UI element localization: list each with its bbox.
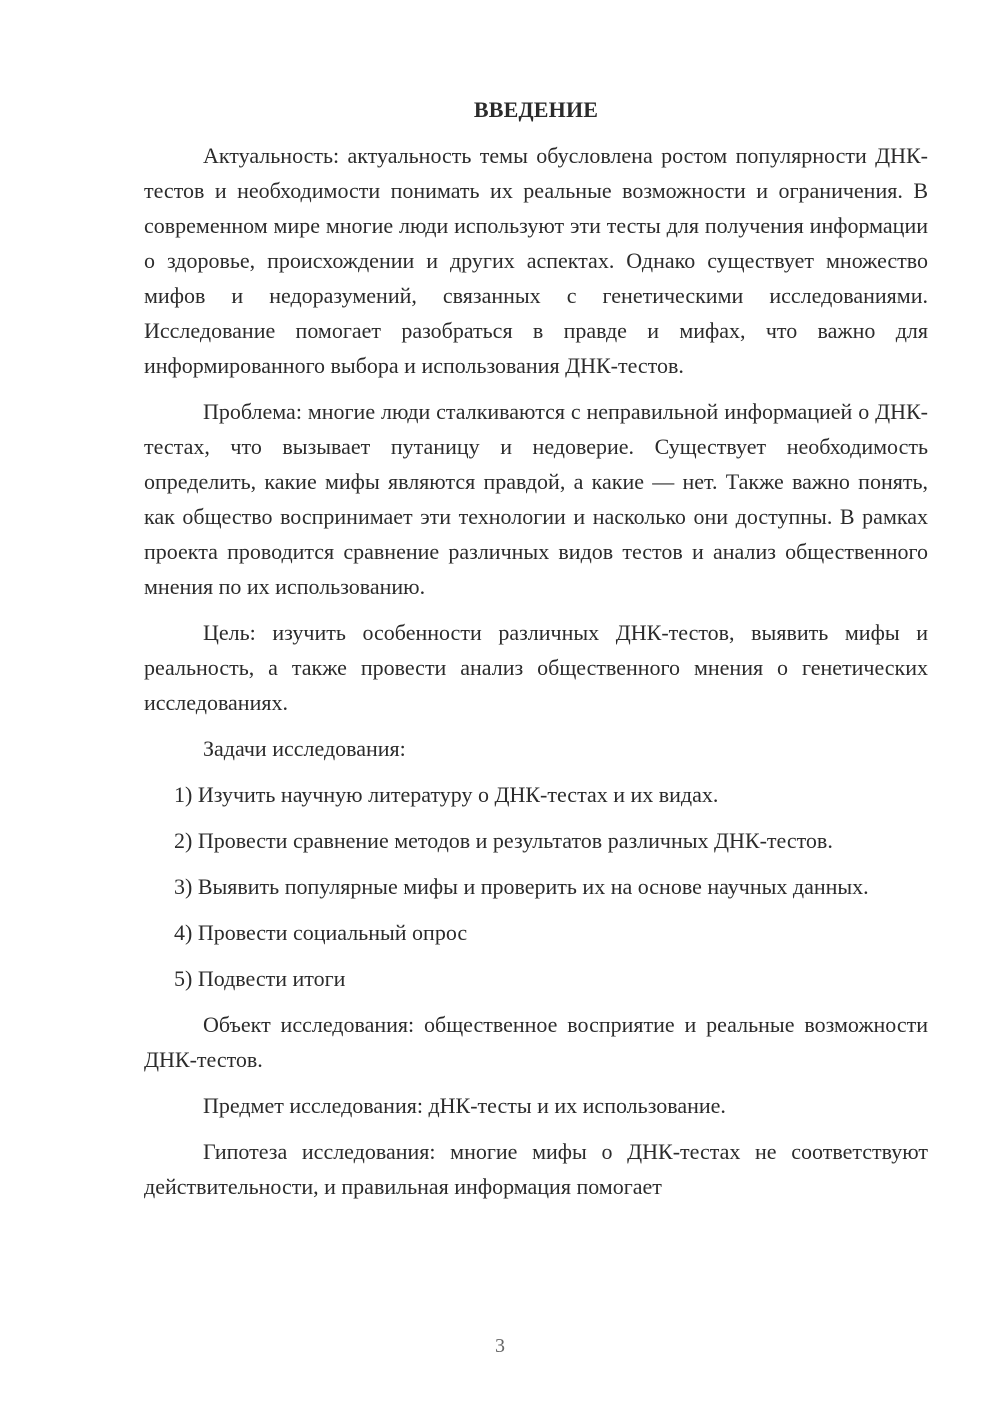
task-item-1: 1) Изучить научную литературу о ДНК-тестах и их видах. [174, 782, 719, 807]
section-heading: ВВЕДЕНИЕ [473, 97, 599, 122]
paragraph-subject: Предмет исследования: дНК-тесты и их использование. [203, 1093, 726, 1118]
task-item-5: 5) Подвести итоги [174, 966, 346, 991]
paragraph-object: Объект исследования: общественное восприятие и реальные возможности ДНК-тестов. [144, 1012, 928, 1072]
page-number: 3 [495, 1335, 505, 1357]
task-item-3: 3) Выявить популярные мифы и проверить их на основе научных данных. [174, 874, 869, 899]
paragraph-problem: Проблема: многие люди сталкиваются с неправильной информацией о ДНК-тестах, что вызывает путаницу и недоверие. Существует необходимость определить, какие мифы являются правдой, а какие — нет. Также важно понять, как общество воспринимает эти технологии и насколько они доступны. В рамках проекта проводится сравнение различных видов тестов и анализ общественного мнения по их использованию. [144, 399, 928, 599]
document-page [144, 92, 928, 1204]
paragraph-goal: Цель: изучить особенности различных ДНК-тестов, выявить мифы и реальность, а также провести анализ общественного мнения о генетических исследованиях. [144, 620, 928, 715]
tasks-title: Задачи исследования: [203, 736, 406, 761]
paragraph-relevance: Актуальность: актуальность темы обусловлена ростом популярности ДНК-тестов и необходимости понимать их реальные возможности и ограничения. В современном мире многие люди используют эти тесты для получения информации о здоровье, происхождении и других аспектах. Однако существует множество мифов и недоразумений, связанных с генетическими исследованиями. Исследование помогает разобраться в правде и мифах, что важно для информированного выбора и использования ДНК-тестов. [144, 143, 928, 378]
task-item-4: 4) Провести социальный опрос [174, 920, 468, 945]
task-item-2: 2) Провести сравнение методов и результатов различных ДНК-тестов. [174, 828, 833, 853]
paragraph-hypothesis: Гипотеза исследования: многие мифы о ДНК-тестах не соответствуют действительности, и правильная информация помогает [144, 1139, 928, 1199]
